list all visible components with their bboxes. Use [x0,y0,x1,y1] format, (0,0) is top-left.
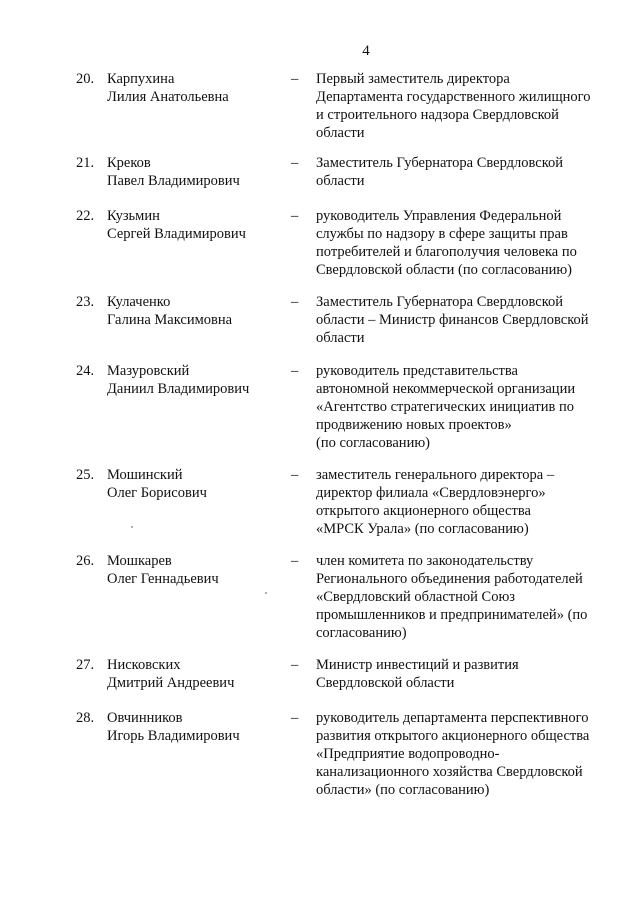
surname: Мошинский [107,467,183,483]
surname: Кузьмин [107,208,160,224]
position-line: заместитель генерального директора – [316,467,555,483]
position-title [316,709,616,799]
position-line: и строительного надзора Свердловской [316,107,559,123]
position-line: Свердловской области [316,675,455,691]
position-line: Министр инвестиций и развития [316,657,519,673]
position-line: Первый заместитель директора [316,71,510,87]
position-title [316,656,616,692]
given-names: Галина Максимовна [107,312,233,328]
surname: Мазуровский [107,363,190,379]
position-line: промышленников и предпринимателей» (по [316,607,588,623]
position-line: Заместитель Губернатора Свердловской [316,155,564,171]
position-line: развития открытого акционерного общества [316,728,590,744]
entry-number: 27. [76,657,95,673]
person-name [107,656,287,692]
surname: Мошкарев [107,553,172,569]
position-line: области [316,125,365,141]
position-line: потребителей и благополучия человека по [316,244,577,260]
position-line: руководитель Управления Федеральной [316,208,562,224]
surname: Овчинников [107,710,183,726]
position-title [316,466,616,538]
position-line: области – Министр финансов Свердловской [316,312,589,328]
position-line: «МРСК Урала» (по согласованию) [316,521,529,537]
given-names: Дмитрий Андреевич [107,675,235,691]
position-line: канализационного хозяйства Свердловской [316,764,583,780]
surname: Креков [107,155,151,171]
position-line: Заместитель Губернатора Свердловской [316,294,564,310]
person-name [107,709,287,745]
position-line: руководитель департамента перспективного [316,710,589,726]
position-line: «Свердловский областной Союз [316,589,516,605]
person-name [107,154,287,190]
position-line: директор филиала «Свердловэнерго» [316,485,546,501]
dash-separator: – [291,710,299,726]
dash-separator: – [291,208,299,224]
position-title [316,207,616,279]
scan-speck [131,526,133,528]
given-names: Лилия Анатольевна [107,89,229,105]
given-names: Сергей Владимирович [107,226,246,242]
person-name [107,362,287,398]
entry-number: 22. [76,208,95,224]
dash-separator: – [291,71,299,87]
given-names: Даниил Владимирович [107,381,250,397]
entry-number: 23. [76,294,95,310]
entry-number: 20. [76,71,95,87]
page-number: 4 [362,43,370,59]
position-title [316,70,616,142]
entry-number: 28. [76,710,95,726]
surname: Кулаченко [107,294,171,310]
surname: Карпухина [107,71,175,87]
given-names: Павел Владимирович [107,173,240,189]
entry-number: 21. [76,155,95,171]
entry-number: 26. [76,553,95,569]
dash-separator: – [291,467,299,483]
position-line: «Агентство стратегических инициатив по [316,399,574,415]
position-line: открытого акционерного общества [316,503,531,519]
dash-separator: – [291,553,299,569]
position-line: член комитета по законодательству [316,553,534,569]
position-title [316,293,616,347]
person-name [107,466,287,502]
position-line: области [316,173,365,189]
position-title [316,552,616,642]
entry-number: 24. [76,363,95,379]
position-title [316,362,616,452]
position-line: автономной некоммерческой организации [316,381,576,397]
position-line: продвижению новых проектов» [316,417,512,433]
position-line: Департамента государственного жилищного [316,89,591,105]
position-line: области [316,330,365,346]
position-line: согласованию) [316,625,407,641]
given-names: Игорь Владимирович [107,728,240,744]
position-title [316,154,616,190]
dash-separator: – [291,657,299,673]
person-name [107,293,287,329]
position-line: службы по надзору в сфере защиты прав [316,226,568,242]
person-name [107,70,287,106]
position-line: Регионального объединения работодателей [316,571,583,587]
dash-separator: – [291,363,299,379]
surname: Нисковских [107,657,181,673]
person-name [107,552,287,588]
given-names: Олег Геннадьевич [107,571,219,587]
position-line: «Предприятие водопроводно- [316,746,500,762]
scan-speck [265,592,267,594]
position-line: руководитель представительства [316,363,518,379]
person-name [107,207,287,243]
dash-separator: – [291,294,299,310]
given-names: Олег Борисович [107,485,207,501]
position-line: (по согласованию) [316,435,430,451]
position-line: Свердловской области (по согласованию) [316,262,573,278]
dash-separator: – [291,155,299,171]
position-line: области» (по согласованию) [316,782,490,798]
entry-number: 25. [76,467,95,483]
